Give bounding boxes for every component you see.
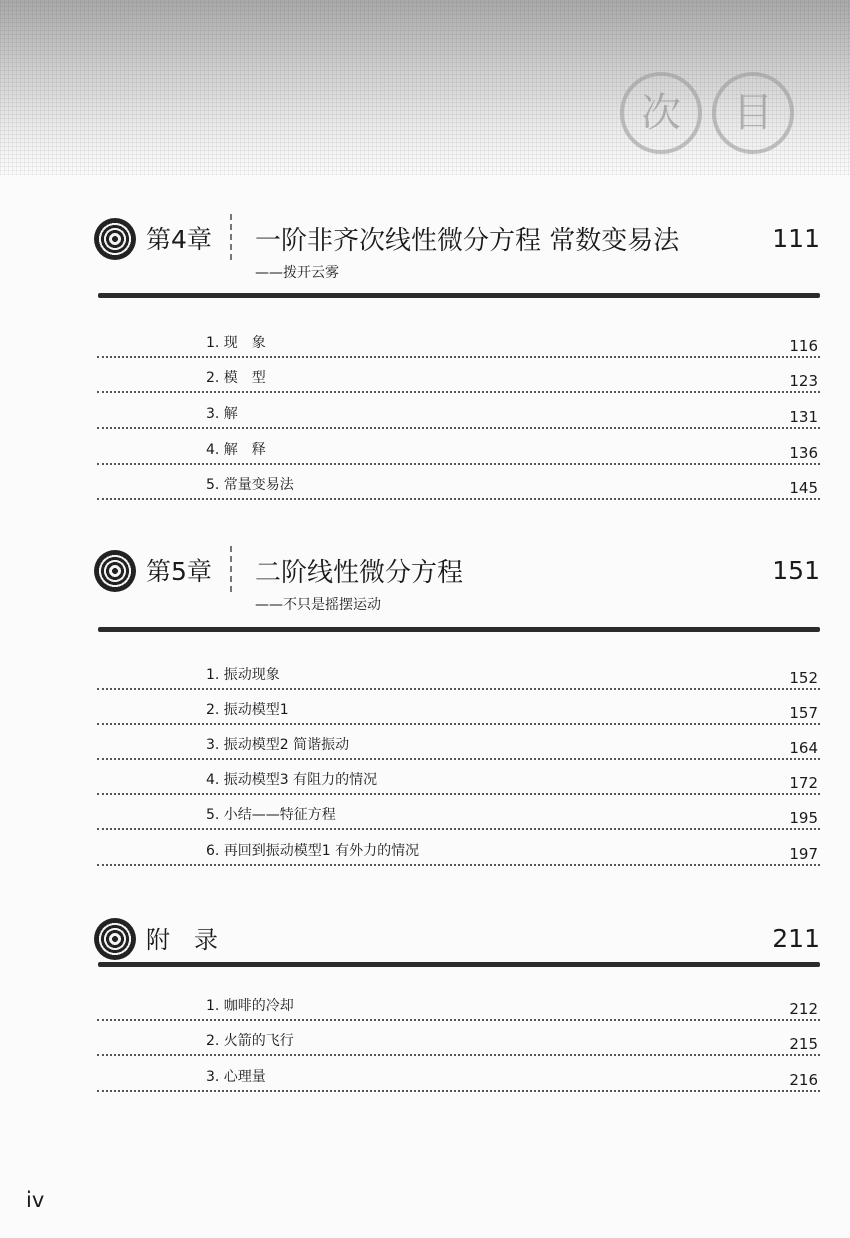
entry-page: 116 (789, 337, 818, 355)
toc-entry[interactable] (97, 474, 820, 500)
entry-label: 4. 解 释 (206, 442, 266, 458)
entry-page: 136 (789, 444, 818, 462)
chapter-number: 附 录 (146, 926, 218, 954)
entry-page: 215 (789, 1035, 818, 1053)
toc-entry[interactable] (97, 804, 820, 830)
chapter-page: 151 (772, 556, 820, 585)
toc-entry[interactable] (97, 367, 820, 393)
chapter-rule (98, 627, 820, 632)
chapter-number: 第4章 (146, 225, 212, 254)
entry-page: 197 (789, 845, 818, 863)
entry-page: 172 (789, 774, 818, 792)
chapter-page: 211 (772, 924, 820, 953)
chapter-page: 111 (772, 224, 820, 253)
chapter-5-header (90, 550, 820, 632)
entry-label: 1. 现 象 (206, 335, 266, 351)
entry-label: 5. 常量变易法 (206, 477, 294, 493)
chapter-subtitle: ——拨开云雾 (255, 265, 339, 281)
stamp-mu: 目 (712, 72, 794, 154)
concentric-circle-icon (94, 218, 136, 260)
entry-label: 4. 振动模型3 有阻力的情况 (206, 772, 378, 788)
entry-label: 6. 再回到振动模型1 有外力的情况 (206, 843, 420, 859)
chapter-separator (230, 546, 232, 592)
entry-label: 2. 振动模型1 (206, 702, 289, 718)
chapter-title: 二阶线性微分方程 (255, 558, 464, 588)
chapter-subtitle: ——不只是摇摆运动 (255, 597, 381, 613)
toc-entry[interactable] (97, 734, 820, 760)
entry-label: 3. 心理量 (206, 1069, 266, 1085)
entry-label: 2. 模 型 (206, 370, 266, 386)
concentric-circle-icon (94, 918, 136, 960)
entry-label: 1. 振动现象 (206, 667, 280, 683)
entry-label: 3. 解 (206, 406, 238, 422)
toc-entry[interactable] (97, 995, 820, 1021)
chapter-number: 第5章 (146, 557, 212, 586)
entry-page: 212 (789, 1000, 818, 1018)
entry-page: 157 (789, 704, 818, 722)
entry-page: 164 (789, 739, 818, 757)
concentric-circle-icon (94, 550, 136, 592)
toc-entry[interactable] (97, 439, 820, 465)
entry-page: 152 (789, 669, 818, 687)
toc-entry[interactable] (97, 1030, 820, 1056)
toc-entry[interactable] (97, 699, 820, 725)
toc-entry[interactable] (97, 403, 820, 429)
entry-label: 2. 火箭的飞行 (206, 1033, 294, 1049)
page-number: iv (26, 1188, 45, 1212)
chapter-separator (230, 214, 232, 260)
entry-page: 131 (789, 408, 818, 426)
toc-entry[interactable] (97, 332, 820, 358)
chapter-title: 一阶非齐次线性微分方程 常数变易法 (255, 226, 680, 256)
entry-page: 195 (789, 809, 818, 827)
chapter-rule (98, 293, 820, 298)
entry-label: 1. 咖啡的冷却 (206, 998, 294, 1014)
entry-page: 123 (789, 372, 818, 390)
entry-page: 216 (789, 1071, 818, 1089)
toc-entry[interactable] (97, 769, 820, 795)
entry-label: 3. 振动模型2 简谐振动 (206, 737, 350, 753)
stamp-ci: 次 (620, 72, 702, 154)
toc-entry[interactable] (97, 840, 820, 866)
appendix-header (90, 918, 820, 970)
toc-entry[interactable] (97, 664, 820, 690)
entry-page: 145 (789, 479, 818, 497)
toc-entry[interactable] (97, 1066, 820, 1092)
entry-label: 5. 小结——特征方程 (206, 807, 336, 823)
page-header-band (0, 0, 850, 175)
chapter-rule (98, 962, 820, 967)
chapter-4-header (90, 218, 820, 298)
